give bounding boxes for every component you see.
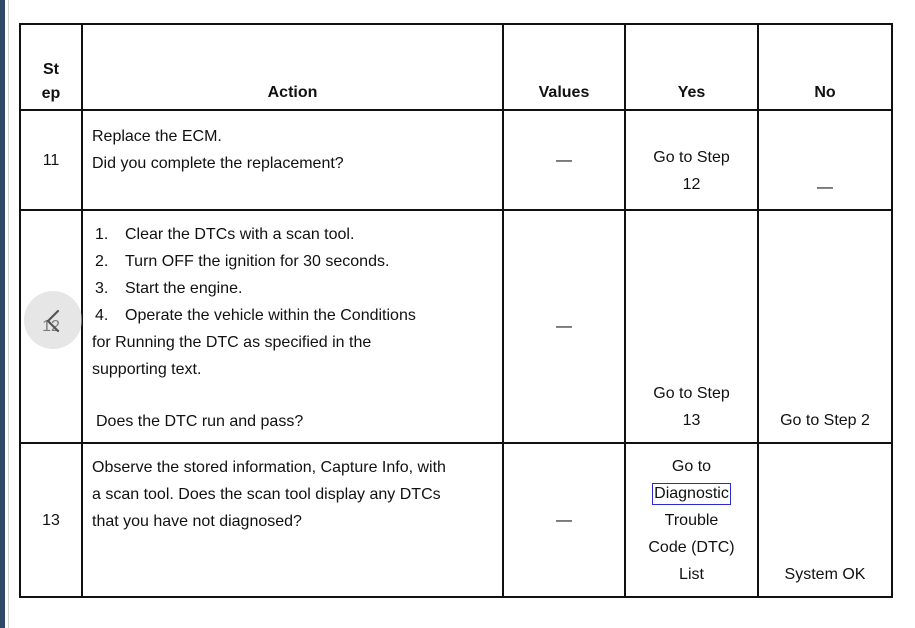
list-text: Turn OFF the ignition for 30 seconds.	[125, 253, 390, 270]
action-cell	[82, 210, 503, 443]
action-line: Replace the ECM.	[92, 128, 222, 145]
spacer	[92, 383, 494, 408]
action-line: that you have not diagnosed?	[92, 513, 302, 530]
values-cell: —	[503, 443, 625, 597]
list-number: 3.	[95, 280, 109, 297]
list-number: 2.	[95, 253, 109, 270]
diagnostic-link-line	[626, 480, 757, 507]
yes-cell	[625, 110, 758, 210]
action-line: Did you complete the replacement?	[92, 155, 344, 172]
action-list	[92, 221, 494, 329]
page-margin-rule	[8, 0, 9, 628]
list-number: 4.	[95, 307, 109, 324]
table-row-step-11	[20, 110, 892, 210]
yes-line: 12	[682, 176, 701, 193]
values-cell: —	[503, 210, 625, 443]
action-continuation: supporting text.	[92, 361, 202, 378]
yes-line: Go to Step	[653, 149, 730, 166]
action-line: Observe the stored information, Capture Info, with	[92, 459, 446, 476]
action-continuation: for Running the DTC as specified in the	[92, 334, 372, 351]
no-cell: System OK	[758, 443, 892, 597]
list-item	[92, 248, 494, 275]
table-row-step-12	[20, 210, 892, 443]
yes-cell	[625, 210, 758, 443]
yes-line: List	[679, 566, 704, 583]
yes-line: 13	[682, 412, 701, 429]
list-number: 1.	[95, 226, 109, 243]
no-cell: Go to Step 2	[758, 210, 892, 443]
step-number: 11	[20, 110, 82, 210]
header-step-line1: St	[43, 61, 59, 78]
yes-line: Go to Step	[653, 385, 730, 402]
yes-cell	[625, 443, 758, 597]
table-header-row	[20, 24, 892, 110]
list-text: Start the engine.	[125, 280, 243, 297]
no-cell: —	[758, 110, 892, 210]
action-cell	[82, 443, 503, 597]
list-item	[92, 221, 494, 248]
diagnostic-steps-table	[19, 23, 893, 598]
yes-line: Trouble	[664, 512, 719, 529]
list-text: Operate the vehicle within the Conditions	[125, 307, 416, 324]
diagnostic-link[interactable]: Diagnostic	[652, 483, 731, 505]
yes-line: Code (DTC)	[648, 539, 735, 556]
header-action: Action	[82, 24, 503, 110]
action-line: a scan tool. Does the scan tool display any DTCs	[92, 486, 441, 503]
values-cell: —	[503, 110, 625, 210]
header-no: No	[758, 24, 892, 110]
step-number: 13	[20, 443, 82, 597]
list-text: Clear the DTCs with a scan tool.	[125, 226, 355, 243]
action-cell	[82, 110, 503, 210]
window-edge	[0, 0, 5, 628]
table-row-step-13	[20, 443, 892, 597]
chevron-left-icon[interactable]	[24, 291, 82, 349]
header-step-line2: ep	[41, 85, 61, 102]
list-item	[92, 302, 494, 329]
header-yes: Yes	[625, 24, 758, 110]
yes-line: Go to	[671, 458, 712, 475]
action-question: Does the DTC run and pass?	[96, 413, 304, 430]
header-step	[20, 24, 82, 110]
list-item	[92, 275, 494, 302]
header-values: Values	[503, 24, 625, 110]
